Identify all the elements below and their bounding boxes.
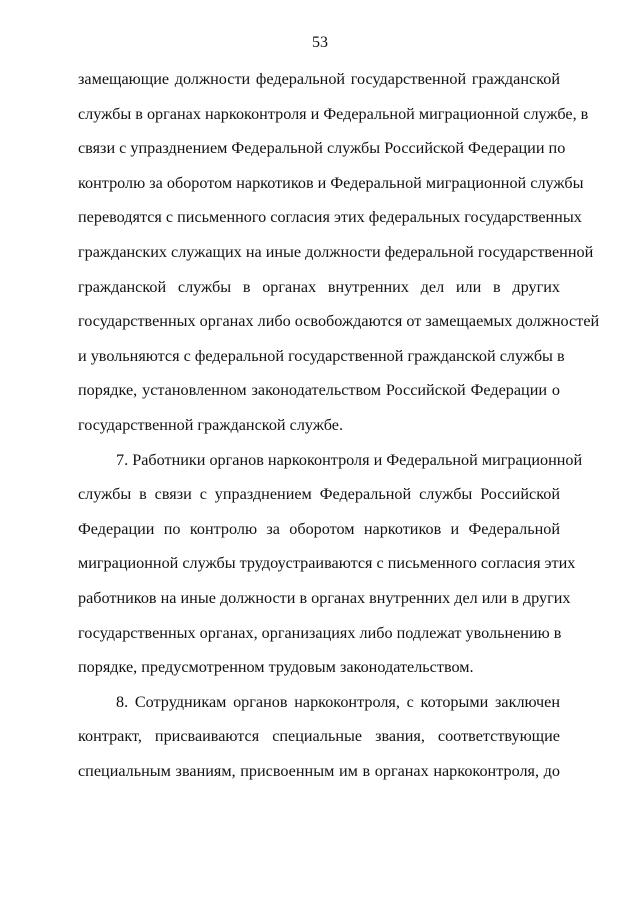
text-line: миграционной службы трудоустраиваются с письменного согласия этих bbox=[78, 554, 576, 573]
text-line: замещающие должности федеральной государственной гражданской bbox=[78, 70, 560, 88]
text-line: порядке, установленном законодательством Российской Федерации о bbox=[78, 381, 560, 400]
text-line: контролю за оборотом наркотиков и Федеральной миграционной службы bbox=[78, 173, 584, 192]
text-line: службы в органах наркоконтроля и Федеральной миграционной службе, в bbox=[78, 104, 589, 123]
paragraph-7 bbox=[78, 450, 583, 692]
paragraph-8 bbox=[78, 692, 560, 796]
text-line: государственных органах, организациях либо подлежат увольнению в bbox=[78, 623, 562, 642]
text-line: государственной гражданской службе. bbox=[78, 415, 343, 434]
paragraph-continuation bbox=[78, 69, 600, 450]
text-line: гражданских служащих на иные должности федеральной государственной bbox=[78, 242, 594, 261]
text-line: государственных органах либо освобождаются от замещаемых должностей bbox=[78, 312, 600, 331]
text-line: 7. Работники органов наркоконтроля и Федеральной миграционной bbox=[116, 450, 583, 469]
text-line: работников на иные должности в органах внутренних дел или в других bbox=[78, 588, 571, 607]
text-line: контракт, присваиваются специальные звания, соответствующие bbox=[78, 727, 560, 746]
text-line: связи с упразднением Федеральной службы Российской Федерации по bbox=[78, 139, 566, 158]
text-line: Федерации по контролю за оборотом наркотиков и Федеральной bbox=[78, 519, 560, 538]
text-line: специальным званиям, присвоенным им в органах наркоконтроля, до bbox=[78, 761, 560, 780]
text-line: порядке, предусмотренном трудовым законодательством. bbox=[78, 658, 474, 677]
document-body bbox=[78, 69, 600, 795]
text-line: службы в связи с упразднением Федеральной службы Российской bbox=[78, 485, 560, 504]
text-line: гражданской службы в органах внутренних дел или в других bbox=[78, 277, 560, 296]
page-number: 53 bbox=[312, 34, 328, 51]
text-line: 8. Сотрудникам органов наркоконтроля, с которыми заключен bbox=[116, 692, 560, 711]
text-line: переводятся с письменного согласия этих федеральных государственных bbox=[78, 208, 582, 227]
text-line: и увольняются с федеральной государственной гражданской службы в bbox=[78, 346, 565, 365]
